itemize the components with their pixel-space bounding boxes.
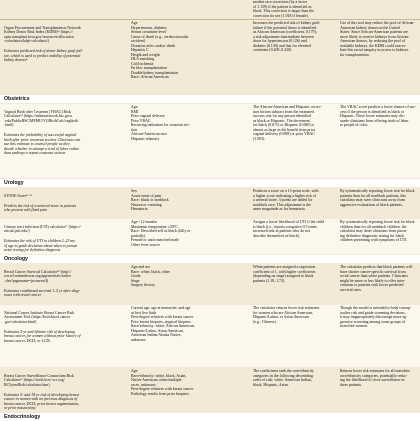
tool-inputs: Current age, age at menarche, and age at first live birth First-degree relatives with breast cancer Prior breast biopsies, atypical biopsies Race/ethnicity: white, African American, Hispanic/Latina, Asian American, American Indian/Alaska Native, unknown [131,306,195,342]
table-row [0,104,420,178]
tool-implication: By systematically reporting lower risk for black patients than for all nonblack patients, this calculator may steer clinicians away from aggressive evaluations of black patients. [340,189,415,207]
tool-estimate: Estimates predicted risk of donor kidney graft fail- ure, which is used to predict viability of potential kidney donors⁴ [4,49,83,62]
section-heading: Urology [0,179,420,187]
table-row [0,219,420,254]
tool-name: Rectal Cancer Survival Calculator¹⁸ (http:// www3.mdanderson.org/app/medcalc/index .cfm?pagename=jsconvert3) [4,269,72,283]
tool-rationale: The African-American and Hispanic correc- tion factors subtract from the estimated success rate for any person identified as black or Hispanic. The decrement for black (0.671) or Hispanic (0.680) is almost as large as the benefit from prior vaginal delivery (0.888) or prior VBAC (1.003). [253,105,322,141]
tool-inputs: Age and sex Race: white, black, other Grade Stage Surgery history [131,265,170,287]
tool-name: Breast Cancer Surveillance Consortium Risk Calculator¹⁹ (https://tools.bcsc-scc.org/ BC5yearRisk/calculator.htm) [4,373,74,387]
tool-rationale: White patients are assigned a regression coefficient of 1, with higher coefficients (depending on stage) assigned to black patients (1.18–1.72). [253,265,316,283]
table-row [0,368,420,412]
tool-implication: By systematically reporting lower risk for black children than for all nonblack children, the calculator may deter clinicians from pursu- ing definitive diagnostic testing for black children presenting with symptoms of UTI. [340,220,415,242]
tool-implication: Use of this tool may reduce the pool of African- American kidney donors in the United States. Since African-American patients are more likely to receive kidneys from African- American donors, by reducing the pool of available kidneys, the KDRI could exacer- bate this racial inequity in access to kidneys for transplantation. [340,21,415,57]
tool-inputs: Age <12 months Maximum temperature ≥39°C Race: Described self as black (fully or partially) Female or uncircumcised male Other fever source [131,220,191,247]
tool-rationale: Produces a score on a 13-point scale, with a higher score indicating a higher risk of a ureteral stone. 3 points are added for nonblack race. This adjustment is the same magnitude as for hematuria. [253,189,319,211]
tool-rationale: Increases the predicted risk of kidney graft failure if the potential donor is identified as African American (coefficient, 0.179); a risk adjustment intermediate between those for hypertension (0.126) and diabetes (0.130) and that for elevated creatinine (0.209–0.220). [253,21,320,52]
tool-name: National Cancer Institute Breast Cancer Risk Assessment Tool (https://bcrisktool.cancer .gov/calculator.html) [4,310,75,324]
table-row [0,188,420,218]
tool-implication: The VBAC score predicts a lower chance of suc- cess if the person is identified as black or Hispanic. These lower estimates may dis- suade clinicians from offering trials of labor to people of color. [340,105,417,127]
tool-rationale: The calculator returns lower risk estimates for women who are African American, Hispanic/Latina, or Asian American (e.g., Chinese). [253,306,320,324]
section-heading: Endocrinology [0,413,420,421]
tool-estimate: Predicts the risk of a ureteral stone in patients who present with flank pain [4,203,77,212]
tool-name: STONE Score¹⁵ ¹⁶ [4,193,33,198]
tool-inputs: Age Hypertension, diabetes Serum creatinine level Cause of death (e.g., cerebrovascular accident) Donation after cardiac death Hepatitis C Height and weight HLA matching Cold ischemia En bloc transplantation Double kidney transplantation Race: African American [131,21,189,79]
continued-row [0,0,420,18]
tool-estimate: Estimates the risk of UTI in children 2–23 mo of age to guide decisions about when to pursue urine testing for definitive diagnosis [4,239,78,252]
table-row [0,305,420,367]
section-heading: Obstetrics [0,95,420,103]
tool-inputs: Age Race/ethnicity: white, black, Asian, Native American, other/multiple races, unknown First-degree relatives with breast cancer Pathology results from prior biopsies [131,369,194,396]
tool-inputs: Age BMI Prior vaginal delivery Prior VBAC Recurring indication for cesarean sec- tion African-American race Hispanic ethnicity [131,105,191,141]
tool-implication: Though the model is intended to help concep- tualize risk and guide screening decisions, it may inappropriately discourage more ag- gressive screening among some groups of nonwhite women. [340,306,412,328]
tool-implication: The calculator predicts that black patients will have shorter cancer-specific survival from rectal cancer than white patients. Clinicians might be more or less likely to offer inter- ventions to patients with lower predicted survival rates. [340,265,412,292]
continued-rationale: modest race correction (by a factor of 1.159) if the patient is identified as black. This correction is larger than the correction for sex (1.018 if female). [253,0,314,18]
tool-inputs: Sex Acute onset of pain Race: black or nonblack Nausea or vomiting Hematuria [131,189,169,211]
tool-estimate: Estimates 5-yr and lifetime risk of developing breast cancer, for women without prior history of breast cancer, DCIS, or LCIS. [4,329,81,343]
tool-rationale: Assigns a lower likelihood of UTI if the child is black (i.e., reports a negative 0.5 times increased risk in patients who do not describe themselves as black). [253,220,325,238]
section-heading: Oncology [0,255,420,263]
tool-name: Urinary tract infection (UTI) calculator¹⁷ (https:// uticalc.pitt.edu/) [4,224,81,233]
table-row [0,264,420,304]
tool-name: Organ Procurement and Transplantation Network Kidney Donor Risk Index (KDRI)¹³ (https:// optn.transplant.hrsa.gov/resources/allocation -calculators/kdpi-calculator/) [4,25,81,43]
tool-name: Vaginal Birth after Cesarean (VBAC) Risk Calculator¹⁴ (https://mfmunetwork.bsc.gwu .edu/PublicBSC/MFMU/VGBirthCalc/vagbirth .html) [4,109,78,127]
table-row [0,20,420,94]
tool-rationale: The coefficients rank the race/ethnicity categories in the following descending order of risk: white, American Indian, black, Hispanic, Asian. [253,369,314,387]
tool-estimate: Estimates conditional survival 1–5 yr after diag- nosis with rectal cancer [4,288,80,297]
tool-estimate: Estimates 5- and 10-yr risk of developing breast cancer in women with no previous diagnosis of breast cancer, DCIS, prior breast augmentation, or prior mastectomy [4,392,80,410]
tool-implication: Returns lower risk estimates for all nonwhite race/ethnicity categories, potentially reduc- ing the likelihood of close surveillance in these patients. [340,369,411,387]
tool-estimate: Estimates the probability of successful vaginal birth after prior cesarean section. Clinicians can use this estimate to counsel people as they decide whether to attempt a trial of labor rather than undergo a repeat cesarean section. [4,133,81,155]
